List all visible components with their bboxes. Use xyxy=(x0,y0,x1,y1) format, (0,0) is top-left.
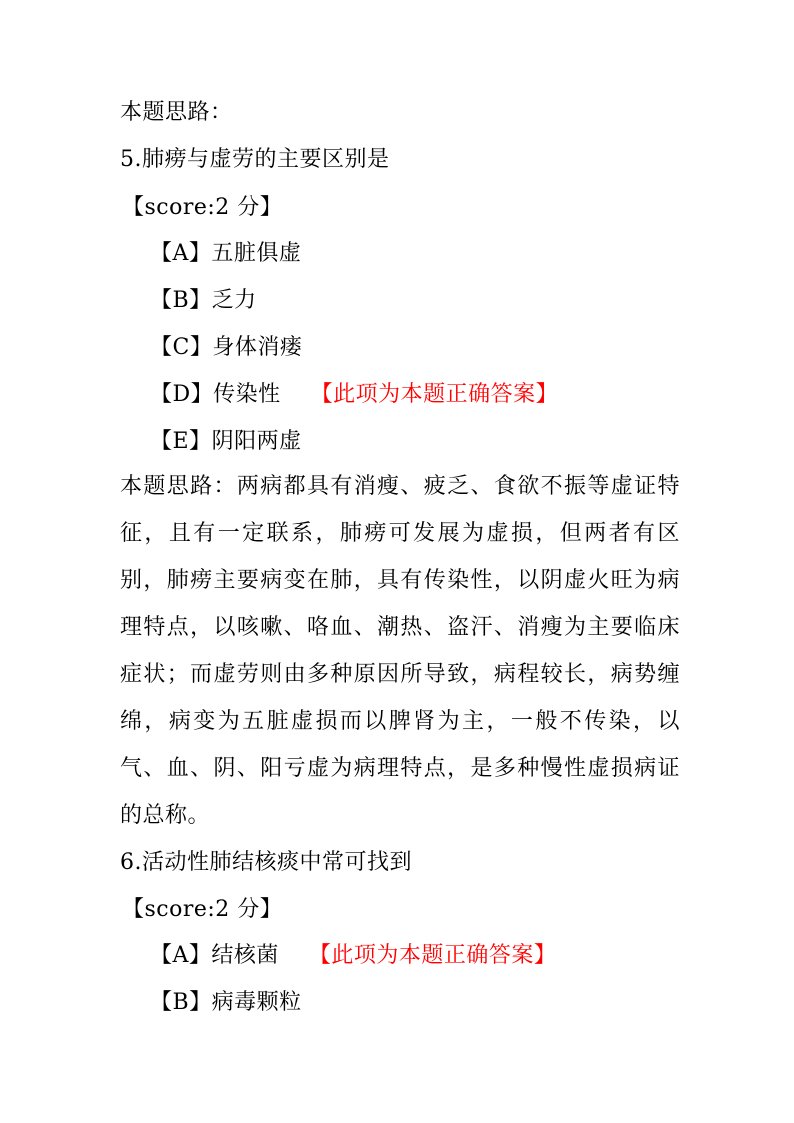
q6-option-b xyxy=(150,988,302,1018)
question-5-score: 【score:2 分】 xyxy=(122,195,283,220)
question-6-text: 6.活动性肺结核痰中常可找到 xyxy=(120,850,412,875)
q5-option-a xyxy=(150,239,301,269)
question-5-explanation: 本题思路：两病都具有消瘦、疲乏、食欲不振等虚证特征，且有一定联系，肺痨可发展为虚损，但两者有区别，肺痨主要病变在肺，具有传染性，以阴虚火旺为病理特点，以咳嗽、咯血、潮热、盗汗、消瘦为主要临床症状；而虚劳则由多种原因所导致，病程较长，病势缠绵，病变为五脏虚损而以脾肾为主，一般不传染，以气、血、阴、阳亏虚为病理特点，是多种慢性虚损病证的总称。 xyxy=(120,474,680,828)
option-marker: 【B】 xyxy=(150,990,212,1015)
option-marker: 【B】 xyxy=(150,288,212,313)
option-text: 传染性 xyxy=(213,382,281,407)
option-text: 乏力 xyxy=(211,288,257,313)
q5-option-d xyxy=(150,380,558,410)
option-text: 结核菌 xyxy=(211,943,279,968)
explanation-label: 本题思路： xyxy=(120,100,233,125)
option-text: 病毒颗粒 xyxy=(211,990,302,1015)
correct-answer-tag: 【此项为本题正确答案】 xyxy=(310,382,559,407)
question-5-text: 5.肺痨与虚劳的主要区别是 xyxy=(120,147,390,172)
q6-option-a xyxy=(150,941,556,971)
option-marker: 【A】 xyxy=(150,241,212,266)
q5-option-b xyxy=(150,286,257,316)
option-text: 阴阳两虚 xyxy=(211,429,302,454)
option-marker: 【C】 xyxy=(150,335,213,360)
option-marker: 【D】 xyxy=(150,382,214,407)
option-text: 身体消瘘 xyxy=(212,335,303,360)
q5-option-e xyxy=(150,427,302,457)
question-6-score: 【score:2 分】 xyxy=(122,897,283,922)
option-marker: 【A】 xyxy=(150,943,212,968)
q5-option-c xyxy=(150,333,302,363)
option-marker: 【E】 xyxy=(150,429,212,454)
option-text: 五脏俱虚 xyxy=(211,241,302,266)
correct-answer-tag: 【此项为本题正确答案】 xyxy=(308,943,557,968)
